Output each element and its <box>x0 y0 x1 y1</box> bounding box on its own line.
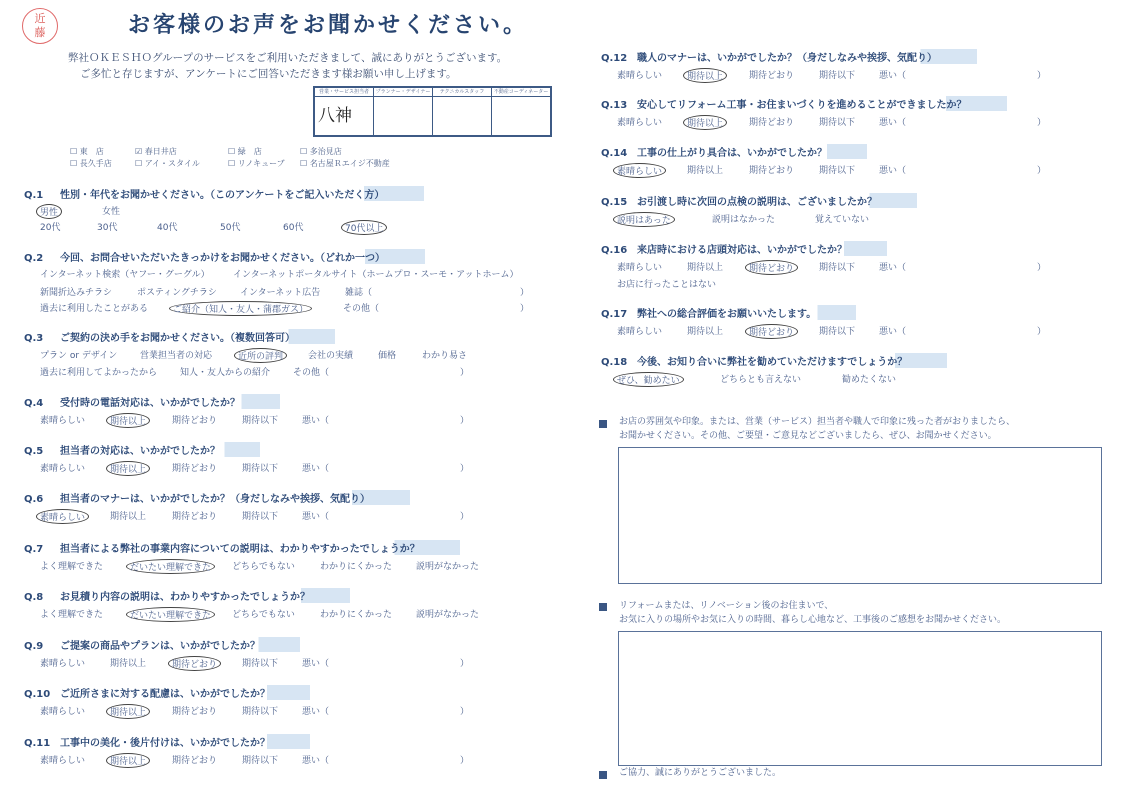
answer-option[interactable]: 期待どおり <box>172 512 218 522</box>
answer-option-selected[interactable]: 素晴らしい <box>36 509 89 524</box>
bullet-square-icon <box>599 603 607 611</box>
answer-option[interactable]: わかりにくかった <box>320 562 393 572</box>
answer-option[interactable]: 期待以下 <box>819 327 856 337</box>
answer-option[interactable]: 雑誌（ <box>345 288 373 298</box>
question-text: 来店時における店頭対応は、いかがでしたか？ <box>637 245 847 256</box>
comment-prompt-1-line-1: お店の雰囲気や印象。または、営業（サービス）担当者や職人で印象に残った者がおりましたら、 <box>619 417 1016 427</box>
intro-line-1: 弊社ＯＫＥＳＨＯグループのサービスをご利用いただきまして、誠にありがとうございます。 <box>68 52 508 64</box>
question-heading <box>24 685 310 700</box>
question-number: Q.2 <box>24 253 44 264</box>
question-text: 工事中の美化・後片付けは、いかがでしたか？ <box>60 738 270 749</box>
store-label: 多治見店 <box>309 147 342 156</box>
answer-option[interactable]: 知人・友人からの紹介 <box>180 368 271 378</box>
answer-option[interactable]: よく理解できた <box>40 562 104 572</box>
question-heading <box>24 734 310 749</box>
answer-option-selected[interactable]: 男性 <box>36 204 62 219</box>
store-label: リノキューブ <box>237 159 285 168</box>
question-number: Q.8 <box>24 592 44 603</box>
answer-option[interactable]: 悪い（ <box>879 118 907 128</box>
question-number: Q.6 <box>24 494 44 505</box>
answer-paren: ） <box>1037 327 1047 337</box>
answer-option-selected[interactable]: 期待以上 <box>683 115 727 130</box>
comment-prompt-2-line-1: リフォームまたは、リノベーション後のお住まいで、 <box>619 601 834 611</box>
answer-option[interactable]: 価格 <box>378 351 397 361</box>
store-checkbox[interactable] <box>70 146 104 157</box>
answer-option-selected[interactable]: ご紹介（知人・友人・蒲郡ガス） <box>169 301 312 316</box>
answer-option[interactable]: どちらでもない <box>232 610 295 620</box>
question-text: ご近所さまに対する配慮は、いかがでしたか？ <box>60 689 270 700</box>
answer-option[interactable]: その他（ <box>293 368 330 378</box>
answer-option[interactable]: インターネット検索（ヤフー・グーグル） <box>40 270 210 280</box>
answer-option[interactable]: プラン or デザイン <box>40 351 118 361</box>
answer-option-selected[interactable]: 近所の評判 <box>234 348 287 363</box>
store-label: アイ・スタイル <box>144 159 200 168</box>
question-text: ご契約の決め手をお聞かせください。（複数回答可） <box>60 333 295 344</box>
question-text: 受付時の電話対応は、いかがでしたか？ <box>60 398 240 409</box>
footer-thanks: ご協力、誠にありがとうございました。 <box>619 768 782 778</box>
staff-table <box>313 86 552 137</box>
answer-option[interactable]: 期待以上 <box>687 166 724 176</box>
question-text: お見積り内容の説明は、わかりやすかったでしょうか？ <box>60 592 310 603</box>
answer-option[interactable]: 素晴らしい <box>40 416 86 426</box>
answer-option[interactable]: 期待どおり <box>749 166 795 176</box>
answer-option[interactable]: 40代 <box>157 223 178 233</box>
answer-option-selected[interactable]: 期待以上 <box>106 461 150 476</box>
answer-option-selected[interactable]: 期待どおり <box>745 324 798 339</box>
answer-paren: ） <box>460 659 470 669</box>
question-number: Q.10 <box>24 689 51 700</box>
staff-header: 不動産コーディネーター <box>492 87 552 97</box>
answer-option[interactable]: 会社の実績 <box>308 351 354 361</box>
store-checkbox[interactable] <box>135 158 200 169</box>
answer-option[interactable]: 悪い（ <box>302 707 330 717</box>
checkbox-icon[interactable]: ☐ <box>135 159 145 168</box>
store-label: 東 店 <box>79 147 104 156</box>
answer-option[interactable]: 期待以上 <box>110 659 147 669</box>
question-heading <box>601 193 917 208</box>
question-text: 担当者の対応は、いかがでしたか？ <box>60 446 220 457</box>
answer-option[interactable]: インターネットポータルサイト（ホームプロ・スーモ・アットホーム） <box>233 270 519 280</box>
answer-option[interactable]: 悪い（ <box>302 512 330 522</box>
answer-option[interactable]: どちらでもない <box>232 562 295 572</box>
store-label: 長久手店 <box>79 159 112 168</box>
checkbox-icon[interactable]: ☐ <box>300 159 310 168</box>
answer-option[interactable]: 期待以下 <box>819 263 856 273</box>
store-checkbox[interactable] <box>228 146 262 157</box>
answer-option-selected[interactable]: 期待どおり <box>745 260 798 275</box>
answer-option[interactable]: 期待以下 <box>819 71 856 81</box>
answer-option[interactable]: 期待どおり <box>172 464 218 474</box>
question-heading <box>24 442 260 457</box>
answer-paren: ） <box>520 304 530 314</box>
question-text: 安心してリフォーム工事・お住まいづくりを進めることができましたか？ <box>637 100 967 111</box>
answer-paren: ） <box>460 416 470 426</box>
stamp-text: 近藤 <box>34 12 46 39</box>
answer-option[interactable]: 期待どおり <box>172 416 218 426</box>
answer-option[interactable]: 期待以下 <box>242 659 279 669</box>
answer-option[interactable]: 覚えていない <box>815 215 870 225</box>
question-text: お引渡し時に次回の点検の説明は、ございましたか？ <box>637 197 877 208</box>
answer-paren: ） <box>460 707 470 717</box>
question-heading <box>601 241 887 256</box>
answer-option[interactable]: 期待以下 <box>242 464 279 474</box>
answer-option[interactable]: 期待どおり <box>172 707 218 717</box>
staff-header: 営業・サービス担当者 <box>314 87 374 97</box>
answer-option[interactable]: 期待以下 <box>242 756 279 766</box>
question-number: Q.11 <box>24 738 51 749</box>
question-heading <box>24 394 280 409</box>
answer-option-selected[interactable]: 期待以上 <box>106 753 150 768</box>
question-number: Q.16 <box>601 245 628 256</box>
answer-option[interactable]: 説明はなかった <box>712 215 776 225</box>
answer-option[interactable]: 悪い（ <box>879 263 907 273</box>
answer-option[interactable]: 期待以上 <box>687 263 724 273</box>
question-heading <box>24 490 410 505</box>
question-number: Q.14 <box>601 148 628 159</box>
answer-option[interactable]: 悪い（ <box>302 756 330 766</box>
answer-option[interactable]: 素晴らしい <box>40 659 86 669</box>
answer-option[interactable]: 過去に利用してよかったから <box>40 368 158 378</box>
answer-option[interactable]: 素晴らしい <box>617 118 663 128</box>
seal-stamp <box>22 8 58 44</box>
staff-value[interactable]: 八神 <box>314 97 374 137</box>
question-heading <box>24 588 350 603</box>
question-text: 弊社への総合評価をお願いいたします。 <box>637 309 817 320</box>
answer-paren: ） <box>1037 263 1047 273</box>
question-text: 工事の仕上がり具合は、いかがでしたか？ <box>637 148 827 159</box>
answer-option[interactable]: 50代 <box>220 223 241 233</box>
answer-option[interactable]: 素晴らしい <box>617 263 663 273</box>
question-text: 性別・年代をお聞かせください。（このアンケートをご記入いただく方） <box>60 190 385 201</box>
checkbox-icon[interactable]: ☐ <box>70 159 80 168</box>
answer-paren: ） <box>1037 71 1047 81</box>
answer-paren: ） <box>460 756 470 766</box>
answer-option[interactable]: 素晴らしい <box>40 464 86 474</box>
answer-option[interactable]: どちらとも言えない <box>720 375 802 385</box>
question-heading <box>24 186 424 201</box>
store-label: 名古屋Ｒエイジ不動産 <box>309 159 390 168</box>
answer-option-selected[interactable]: 期待以上 <box>106 704 150 719</box>
answer-option[interactable]: 期待以下 <box>819 166 856 176</box>
answer-option[interactable]: 説明がなかった <box>416 562 480 572</box>
staff-value[interactable] <box>492 97 552 137</box>
staff-header: テクニカルスタッフ <box>433 87 492 97</box>
question-number: Q.15 <box>601 197 628 208</box>
answer-option[interactable]: 過去に利用したことがある <box>40 304 149 314</box>
answer-option[interactable]: お店に行ったことはない <box>617 280 717 290</box>
answer-option-selected[interactable]: 説明はあった <box>613 212 675 227</box>
answer-paren: ） <box>1037 118 1047 128</box>
answer-paren: ） <box>460 512 470 522</box>
question-number: Q.13 <box>601 100 628 111</box>
question-number: Q.1 <box>24 190 44 201</box>
bullet-square-icon <box>599 771 607 779</box>
question-number: Q.12 <box>601 53 628 64</box>
answer-option[interactable]: 期待以下 <box>819 118 856 128</box>
answer-paren: ） <box>460 368 470 378</box>
comment-box-1[interactable] <box>618 447 1102 584</box>
answer-option[interactable]: インターネット広告 <box>240 288 321 298</box>
answer-option[interactable]: 期待どおり <box>172 756 218 766</box>
answer-option[interactable]: ポスティングチラシ <box>137 288 217 298</box>
answer-option-selected[interactable]: 期待以上 <box>106 413 150 428</box>
answer-option[interactable]: 説明がなかった <box>416 610 480 620</box>
answer-paren: ） <box>1037 166 1047 176</box>
question-number: Q.5 <box>24 446 44 457</box>
question-text: 担当者のマナーは、いかがでしたか？（身だしなみや挨拶、気配り） <box>60 494 370 505</box>
question-heading <box>601 305 856 320</box>
answer-option[interactable]: 営業担当者の対応 <box>140 351 213 361</box>
answer-option[interactable]: 悪い（ <box>302 464 330 474</box>
comment-prompt-2-line-2: お気に入りの場所やお気に入りの時間、暮らし心地など、工事後のご感想をお聞かせください。 <box>619 615 1007 625</box>
comment-prompt-1-line-2: お聞かせください。その他、ご要望・ご意見などございましたら、ぜひ、お聞かせください。 <box>619 431 997 441</box>
answer-option[interactable]: 期待どおり <box>749 118 795 128</box>
question-text: 今後、お知り合いに弊社を勧めていただけますでしょうか？ <box>637 357 908 368</box>
answer-option-selected[interactable]: だいたい理解できた <box>126 607 215 622</box>
answer-option[interactable]: 期待以下 <box>242 416 279 426</box>
question-number: Q.18 <box>601 357 628 368</box>
question-text: 職人のマナーは、いかがでしたか？（身だしなみや挨拶、気配り） <box>637 53 937 64</box>
answer-option[interactable]: 素晴らしい <box>40 707 86 717</box>
staff-header: プランナー・デザイナー <box>374 87 433 97</box>
store-checkbox[interactable] <box>300 158 390 169</box>
store-checkbox[interactable] <box>300 146 342 157</box>
answer-option[interactable]: 女性 <box>102 207 121 217</box>
question-text: 担当者による弊社の事業内容についての説明は、わかりやすかったでしょうか？ <box>60 544 420 555</box>
comment-box-2[interactable] <box>618 631 1102 766</box>
question-heading <box>601 144 867 159</box>
answer-option[interactable]: 期待どおり <box>749 71 795 81</box>
answer-option-selected[interactable]: ぜひ、勧めたい <box>613 372 684 387</box>
checkbox-icon[interactable]: ☐ <box>70 147 80 156</box>
intro-line-2: ご多忙と存じますが、アンケートにご回答いただきます様お願い申し上げます。 <box>80 68 457 80</box>
store-checkbox[interactable] <box>70 158 112 169</box>
question-number: Q.9 <box>24 641 44 652</box>
question-text: 今回、お問合せいただいたきっかけをお聞かせください。（どれか一つ） <box>60 253 385 264</box>
question-heading <box>601 96 1007 111</box>
checkbox-icon[interactable]: ☐ <box>300 147 310 156</box>
answer-option[interactable]: 期待以上 <box>687 327 724 337</box>
answer-option-selected[interactable]: 70代以上 <box>341 220 387 235</box>
question-heading <box>24 249 425 264</box>
question-number: Q.4 <box>24 398 44 409</box>
answer-option[interactable]: 期待以上 <box>110 512 147 522</box>
store-label: 緑 店 <box>237 147 262 156</box>
question-number: Q.3 <box>24 333 44 344</box>
answer-option[interactable]: 素晴らしい <box>617 327 663 337</box>
answer-option-selected[interactable]: だいたい理解できた <box>126 559 215 574</box>
answer-option-selected[interactable]: 期待どおり <box>168 656 221 671</box>
answer-option-selected[interactable]: 素晴らしい <box>613 163 666 178</box>
answer-paren: ） <box>460 464 470 474</box>
answer-option[interactable]: 30代 <box>97 223 118 233</box>
answer-option[interactable]: 素晴らしい <box>617 71 663 81</box>
answer-option[interactable]: 60代 <box>283 223 304 233</box>
staff-value[interactable] <box>374 97 433 137</box>
question-heading <box>24 540 460 555</box>
answer-option[interactable]: 悪い（ <box>879 327 907 337</box>
answer-option[interactable]: わかり易さ <box>422 351 468 361</box>
question-heading <box>24 329 335 344</box>
answer-option[interactable]: 素晴らしい <box>40 756 86 766</box>
checkbox-icon[interactable]: ☐ <box>228 159 238 168</box>
question-heading <box>24 637 300 652</box>
answer-option[interactable]: 期待以下 <box>242 707 279 717</box>
question-heading <box>601 353 947 368</box>
answer-option[interactable]: 20代 <box>40 223 61 233</box>
answer-option-selected[interactable]: 期待以上 <box>683 68 727 83</box>
page-title: お客様のお声をお聞かせください。 <box>128 13 529 38</box>
question-number: Q.17 <box>601 309 628 320</box>
bullet-square-icon <box>599 420 607 428</box>
answer-option[interactable]: わかりにくかった <box>320 610 393 620</box>
answer-option[interactable]: 悪い（ <box>879 166 907 176</box>
staff-value[interactable] <box>433 97 492 137</box>
answer-option[interactable]: よく理解できた <box>40 610 104 620</box>
answer-paren: ） <box>520 288 530 298</box>
store-checkbox[interactable] <box>135 146 177 157</box>
question-text: ご提案の商品やプランは、いかがでしたか？ <box>60 641 260 652</box>
store-label: 春日井店 <box>144 147 177 156</box>
answer-option[interactable]: 勧めたくない <box>842 375 897 385</box>
answer-option[interactable]: 悪い（ <box>302 659 330 669</box>
checkbox-icon[interactable]: ☐ <box>228 147 238 156</box>
answer-option[interactable]: 新聞折込みチラシ <box>40 288 113 298</box>
answer-option[interactable]: 悪い（ <box>879 71 907 81</box>
question-heading <box>601 49 977 64</box>
answer-option[interactable]: その他（ <box>343 304 380 314</box>
question-number: Q.7 <box>24 544 44 555</box>
store-checkbox[interactable] <box>228 158 285 169</box>
checkbox-icon[interactable]: ☑ <box>135 147 145 156</box>
answer-option[interactable]: 期待以下 <box>242 512 279 522</box>
answer-option[interactable]: 悪い（ <box>302 416 330 426</box>
